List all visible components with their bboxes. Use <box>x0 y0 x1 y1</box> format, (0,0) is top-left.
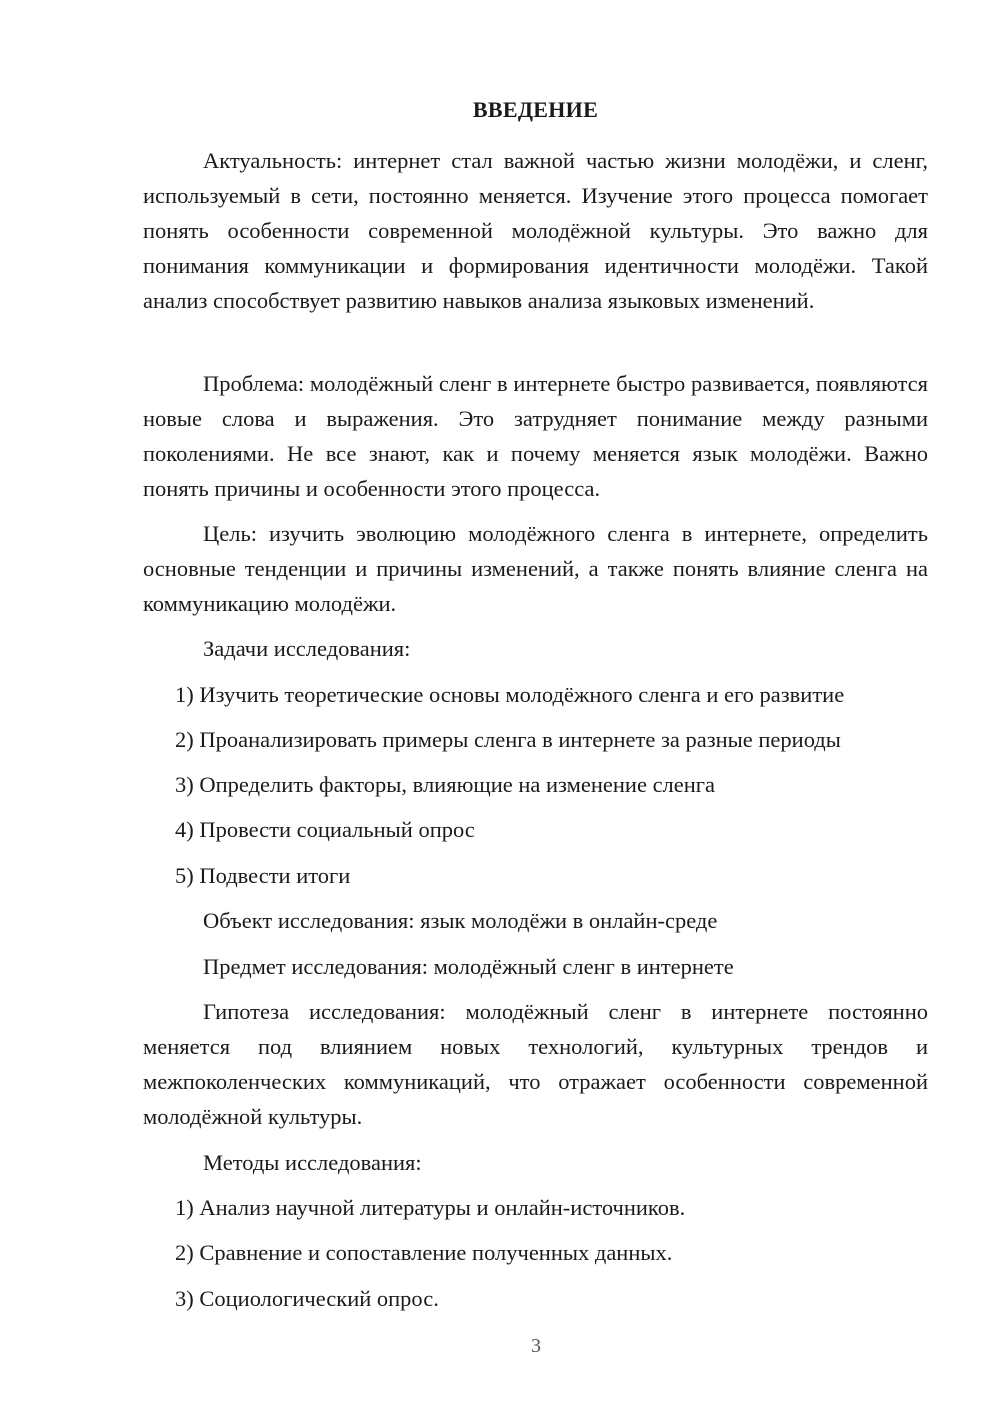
tasks-heading: Задачи исследования: <box>203 636 411 661</box>
research-object: Объект исследования: язык молодёжи в онлайн-среде <box>203 908 718 933</box>
method-item-3: 3) Социологический опрос. <box>175 1286 439 1311</box>
task-item-3: 3) Определить факторы, влияющие на изменение сленга <box>175 772 716 797</box>
task-item-1: 1) Изучить теоретические основы молодёжного сленга и его развитие <box>175 682 845 707</box>
paragraph-relevance: Актуальность: интернет стал важной частью жизни молодёжи, и сленг, используемый в сети, постоянно меняется. Изучение этого процесса помогает понять особенности современной молодёжной культуры. Это важно для понимания коммуникации и формирования идентичности молодёжи. Такой анализ способствует развитию навыков анализа языковых изменений. <box>143 148 928 313</box>
research-subject: Предмет исследования: молодёжный сленг в интернете <box>203 954 734 979</box>
paragraph-goal: Цель: изучить эволюцию молодёжного сленга в интернете, определить основные тенденции и причины изменений, а также понять влияние сленга на коммуникацию молодёжи. <box>143 521 928 616</box>
section-title: ВВЕДЕНИЕ <box>472 97 599 122</box>
method-item-1: 1) Анализ научной литературы и онлайн-источников. <box>175 1195 686 1220</box>
task-item-5: 5) Подвести итоги <box>175 863 351 888</box>
page-number: 3 <box>531 1335 541 1357</box>
method-item-2: 2) Сравнение и сопоставление полученных данных. <box>175 1240 673 1265</box>
task-item-2: 2) Проанализировать примеры сленга в интернете за разные периоды <box>175 727 841 752</box>
paragraph-hypothesis: Гипотеза исследования: молодёжный сленг в интернете постоянно меняется под влиянием новых технологий, культурных трендов и межпоколенческих коммуникаций, что отражает особенности современной молодёжной культуры. <box>143 999 928 1129</box>
paragraph-problem: Проблема: молодёжный сленг в интернете быстро развивается, появляются новые слова и выражения. Это затрудняет понимание между разными поколениями. Не все знают, как и почему меняется язык молодёжи. Важно понять причины и особенности этого процесса. <box>143 371 928 501</box>
methods-heading: Методы исследования: <box>203 1150 422 1175</box>
task-item-4: 4) Провести социальный опрос <box>175 817 475 842</box>
